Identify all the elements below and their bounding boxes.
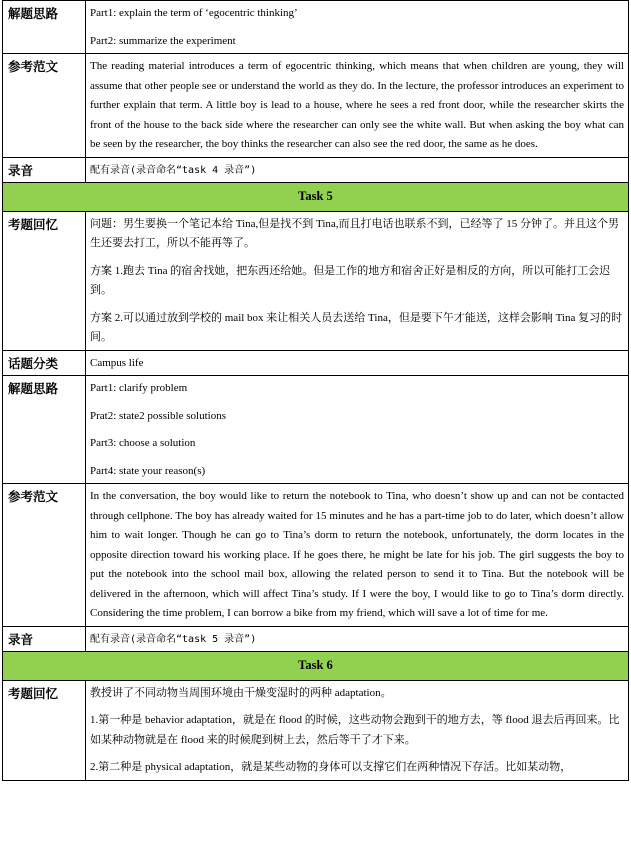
task5-header-row — [3, 183, 629, 212]
row-sample-prev — [3, 54, 629, 158]
task6-title: Task 6 — [3, 652, 629, 681]
task5-title: Task 5 — [3, 183, 629, 212]
recall-item: 问题：男生要换一个笔记本给 Tina,但是找不到 Tina,而且打电话也联系不到，已经等了 15 分钟了。并且这个男生还要去打工，所以不能再等了。 — [90, 217, 620, 249]
approach-label: 解题思路 — [3, 376, 86, 484]
recording-text: 配有录音(录音命名“task 4 录音”) — [86, 157, 629, 183]
row-recall-task5 — [3, 211, 629, 350]
sample-text: The reading material introduces a term of egocentric thinking, which means that when children are young, they will assume that other people see or understand the world as they do. In the lecture, the professor introduces an experiment to further explain that term. A little boy is lead to a house, where he sees a red front door, while the researcher skirts the front of the house to the back side where the researcher can only see the white wall. But when asking the boy what can be seen by the researcher, the boy thinks the researcher can also see the red door, the same as he does. — [86, 54, 629, 158]
recall-label: 考题回忆 — [3, 211, 86, 350]
approach-item: Part1: clarify problem — [90, 382, 188, 394]
recall-item: 教授讲了不同动物当周围环境由干燥变湿时的两种 adaptation。 — [90, 686, 392, 699]
recall-content — [86, 211, 629, 350]
recall-item: 1.第一种是 behavior adaptation，就是在 flood 的时候，这些动物会跑到干的地方去，等 flood 退去后再回来。比如某种动物就是在 flood 来的时候爬到树上去，然后等干了才下来。 — [90, 714, 620, 746]
recall-item: 方案 1.跑去 Tina 的宿舍找她，把东西还给她。但是工作的地方和宿舍正好是相反的方向，所以可能打工会迟到。 — [90, 264, 611, 296]
topic-label: 话题分类 — [3, 350, 86, 376]
approach-item: Part3: choose a solution — [90, 437, 196, 449]
row-recall-task6 — [3, 680, 629, 780]
recording-text: 配有录音(录音命名“task 5 录音”) — [86, 626, 629, 652]
recall-content — [86, 680, 629, 780]
approach-item: Part2: summarize the experiment — [90, 34, 236, 47]
recording-label: 录音 — [3, 157, 86, 183]
sample-text: In the conversation, the boy would like to return the notebook to Tina, who doesn’t show up and can not be contacted through cellphone. The boy has already waited for 15 minutes and he has a part-time job to do later, which doesn’t allow him to wait longer. Though he can go to Tina’s dorm to return the notebook, unfortunately, the dorm locates in the opposite direction toward his working place. If he goes there, he might be late for his job. The girl suggests the boy to put the notebook into the school mail box, allowing the related person to send it to Tina. But the notebook will be delivered in the afternoon, which will affect Tina’s study. If I were the boy, I would like to go to Tina’s dorm directly. Considering the time problem, I can borrow a bike from my friend, which will save a lot of time for me. — [86, 484, 629, 627]
approach-label: 解题思路 — [3, 1, 86, 54]
recall-label: 考题回忆 — [3, 680, 86, 780]
topic-value: Campus life — [86, 350, 629, 376]
recording-label: 录音 — [3, 626, 86, 652]
approach-item: Prat2: state2 possible solutions — [90, 409, 226, 422]
row-approach-task5 — [3, 376, 629, 484]
approach-item: Part1: explain the term of ‘egocentric thinking’ — [90, 7, 298, 19]
row-recording-prev — [3, 157, 629, 183]
row-recording-task5 — [3, 626, 629, 652]
sample-label: 参考范文 — [3, 484, 86, 627]
sample-label: 参考范文 — [3, 54, 86, 158]
approach-content — [86, 376, 629, 484]
approach-content — [86, 1, 629, 54]
task6-header-row — [3, 652, 629, 681]
document-table — [2, 0, 629, 781]
recall-item: 2.第二种是 physical adaptation，就是某些动物的身体可以支撑它们在两种情况下存活。比如某动物， — [90, 761, 572, 773]
recall-item: 方案 2.可以通过放到学校的 mail box 来让相关人员去送给 Tina，但是要下午才能送，这样会影响 Tina 复习的时间。 — [90, 311, 623, 343]
row-topic-task5 — [3, 350, 629, 376]
approach-item: Part4: state your reason(s) — [90, 464, 206, 477]
row-approach-prev — [3, 1, 629, 54]
row-sample-task5 — [3, 484, 629, 627]
